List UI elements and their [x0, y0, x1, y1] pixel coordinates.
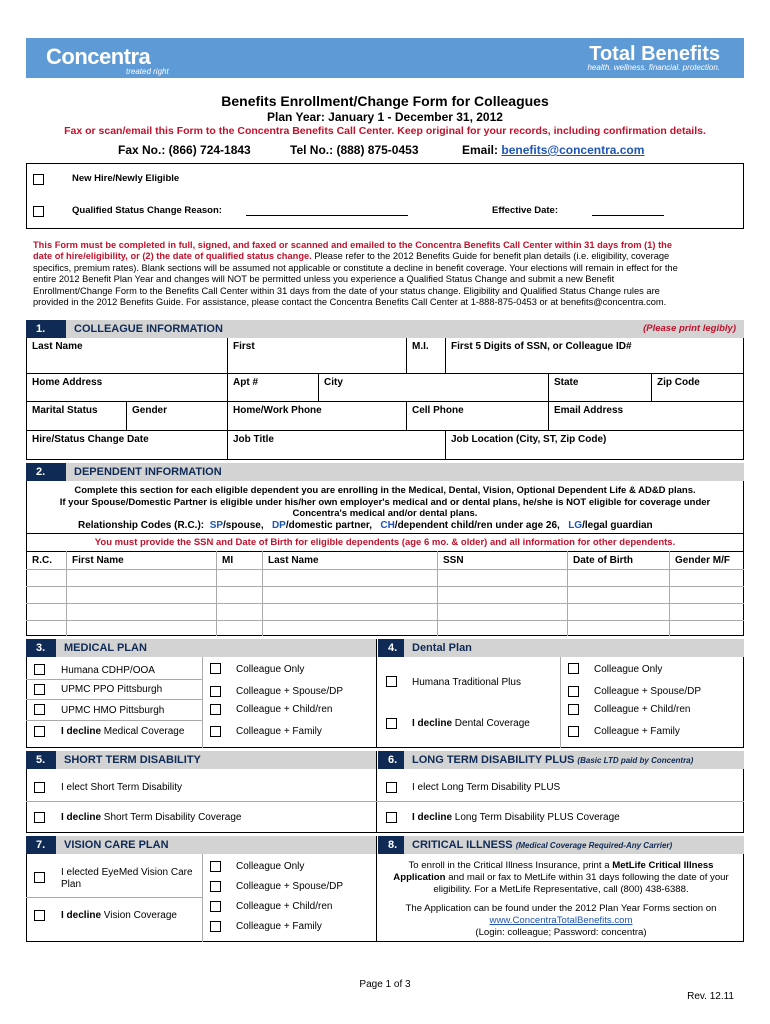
- gender-label: Gender: [132, 405, 168, 416]
- page-number: Page 1 of 3: [359, 979, 411, 990]
- grid-line: [262, 551, 263, 636]
- plan-upmc-ppo: UPMC PPO Pittsburgh: [61, 684, 163, 695]
- notice-line-2: [33, 251, 739, 262]
- vision-children-checkbox[interactable]: [210, 901, 221, 912]
- new-hire-checkbox[interactable]: [33, 174, 44, 185]
- col-rc: R.C.: [32, 555, 52, 566]
- elect-ltd-label: I elect Long Term Disability PLUS: [412, 782, 561, 793]
- grid-line: [437, 551, 438, 636]
- col-last-name: Last Name: [268, 555, 319, 566]
- plan-upmc-hmo: UPMC HMO Pittsburgh: [61, 705, 165, 716]
- decline-medical-bold: I decline: [61, 726, 102, 737]
- new-hire-label: New Hire/Newly Eligible: [72, 173, 180, 184]
- medical-tier-colleague-only: Colleague Only: [236, 664, 305, 675]
- email-address-label: Email Address: [554, 405, 624, 416]
- section-1-title-text: COLLEAGUE INFORMATION: [74, 323, 223, 335]
- decline-std-label: [61, 812, 241, 823]
- section-6-subtitle: (Basic LTD paid by Concentra): [577, 756, 694, 765]
- fax-instruction: Fax or scan/email this Form to the Concentra Benefits Call Center. Keep original for your records, including confirmation details.: [64, 125, 706, 137]
- code-ch-desc: /dependent child/ren under age 26,: [394, 520, 560, 531]
- col-mi: MI: [222, 555, 234, 566]
- total-benefits-link[interactable]: www.ConcentraTotalBenefits.com: [489, 915, 633, 926]
- section-4-number: 4.: [378, 639, 404, 657]
- grid-line: [26, 603, 744, 604]
- section-3-title: MEDICAL PLAN: [56, 639, 376, 657]
- ci-line-1: [378, 860, 744, 872]
- notice-line-3: specifics, premium rates). Blank sections will be assumed not applicable or constitute a decline in benefit coverage. Your elections will remain in effect for the: [33, 263, 678, 273]
- elect-std-label: I elect Short Term Disability: [61, 782, 182, 793]
- code-dp-desc: /domestic partner,: [285, 520, 372, 531]
- grid-line: [26, 620, 744, 621]
- vision-tier-colleague-only: Colleague Only: [236, 861, 305, 872]
- elect-vision-label: I elected EyeMed Vision Care Plan: [61, 867, 193, 890]
- decline-medical-rest: Medical Coverage: [101, 726, 185, 737]
- section-1-title: [66, 320, 744, 338]
- grid-line: [651, 373, 652, 401]
- ci-line-2: [378, 872, 744, 884]
- decline-ltd-bold: I decline: [412, 812, 453, 823]
- home-address-label: Home Address: [32, 377, 103, 388]
- decline-vision-label: [61, 910, 177, 921]
- decline-dental-checkbox[interactable]: [386, 718, 397, 729]
- grid-line: [560, 657, 561, 748]
- notice-line-2-rest: Please refer to the 2012 Benefits Guide for benefit plan details (i.e. eligibility, coverage: [311, 251, 670, 261]
- dependent-intro-1: Complete this section for each eligible dependent you are enrolling in the Medical, Dental, Vision, Optional Dependent Life & AD&D plans.: [74, 485, 696, 496]
- plan-humana-cdhp: Humana CDHP/OOA: [61, 665, 155, 676]
- grid-line: [26, 533, 744, 534]
- vision-tier-children: Colleague + Child/ren: [236, 901, 333, 912]
- first-name-label: First: [233, 341, 255, 352]
- decline-std-checkbox[interactable]: [34, 812, 45, 823]
- last-name-label: Last Name: [32, 341, 83, 352]
- decline-vision-rest: Vision Coverage: [101, 910, 177, 921]
- state-label: State: [554, 377, 579, 388]
- decline-medical-checkbox[interactable]: [34, 726, 45, 737]
- reason-field[interactable]: [246, 215, 408, 216]
- dental-spouse-checkbox[interactable]: [568, 686, 579, 697]
- dental-children-checkbox[interactable]: [568, 704, 579, 715]
- qualified-status-label: Qualified Status Change Reason:: [72, 205, 222, 216]
- grid-line: [26, 569, 744, 570]
- effective-date-field[interactable]: [592, 215, 664, 216]
- section-6-title-text: LONG TERM DISABILITY PLUS: [412, 754, 575, 766]
- decline-dental-rest: Dental Coverage: [452, 718, 530, 729]
- dental-family-checkbox[interactable]: [568, 726, 579, 737]
- grid-line: [376, 751, 377, 833]
- section-2-number: 2.: [26, 463, 66, 481]
- code-sp-desc: /spouse,: [223, 520, 264, 531]
- medical-tier-children: Colleague + Child/ren: [236, 704, 333, 715]
- email-link[interactable]: benefits@concentra.com: [501, 143, 645, 157]
- marital-status-label: Marital Status: [32, 405, 98, 416]
- dependent-intro: [26, 485, 744, 520]
- section-4-title: Dental Plan: [404, 639, 744, 657]
- notice-line-4: entire 2012 Benefit Plan Year and changes will NOT be permitted unless you experience a Qualified Status Change and submit a new Benefit: [33, 274, 615, 284]
- grid-line: [406, 338, 407, 373]
- grid-line: [669, 551, 670, 636]
- col-ssn: SSN: [443, 555, 464, 566]
- code-lg-desc: /legal guardian: [582, 520, 653, 531]
- grid-line: [26, 897, 202, 898]
- col-dob: Date of Birth: [573, 555, 633, 566]
- email-contact: [462, 143, 644, 157]
- critical-illness-text: [378, 860, 744, 939]
- ci-text-3: eligibility. For a MetLife Representative, call (800) 438-6388.: [433, 884, 689, 895]
- section-8-number: 8.: [378, 836, 404, 854]
- section-6-number: 6.: [378, 751, 404, 769]
- ci-text-2: and mail or fax to MetLife within 31 days following the date of your: [448, 872, 729, 883]
- elect-vision-checkbox[interactable]: [34, 872, 45, 883]
- code-dp: DP: [271, 520, 286, 531]
- dependent-intro-2: If your Spouse/Domestic Partner is eligible under his/her own employer's medical and or dental plans, he/she is NOT eligible for coverage under: [59, 496, 711, 508]
- upmc-hmo-checkbox[interactable]: [34, 704, 45, 715]
- vision-family-checkbox[interactable]: [210, 921, 221, 932]
- concentra-tagline: treated right: [126, 67, 169, 76]
- ci-text-4: The Application can be found under the 2012 Plan Year Forms section on: [405, 903, 717, 914]
- grid-line: [567, 551, 568, 636]
- medical-tier-spouse: Colleague + Spouse/DP: [236, 686, 344, 697]
- grid-line: [26, 401, 744, 402]
- grid-line: [26, 586, 744, 587]
- dependent-warning: You must provide the SSN and Date of Birth for eligible dependents (age 6 mo. & older) and all information for other dependents.: [94, 537, 676, 548]
- col-gender: Gender M/F: [675, 555, 731, 566]
- notice-line-2-red: date of hire/eligibility, or (2) the date of qualified status change.: [33, 251, 312, 261]
- job-title-label: Job Title: [233, 434, 274, 445]
- code-lg: LG: [568, 520, 583, 531]
- grid-line: [445, 430, 446, 460]
- print-legibly-note: (Please print legibly): [643, 323, 736, 334]
- medical-children-checkbox[interactable]: [210, 704, 221, 715]
- vision-spouse-checkbox[interactable]: [210, 881, 221, 892]
- vision-tier-family: Colleague + Family: [236, 921, 322, 932]
- dental-colleague-only-checkbox[interactable]: [568, 663, 579, 674]
- elect-ltd-checkbox[interactable]: [386, 782, 397, 793]
- total-benefits-logo: Total Benefits: [589, 43, 720, 65]
- section-1-number: 1.: [26, 320, 66, 338]
- grid-line: [202, 657, 203, 748]
- grid-line: [216, 551, 217, 636]
- decline-vision-checkbox[interactable]: [34, 910, 45, 921]
- ssn-label: First 5 Digits of SSN, or Colleague ID#: [451, 341, 632, 352]
- decline-ltd-label: [412, 812, 620, 823]
- code-ch: CH: [380, 520, 395, 531]
- concentra-logo: Concentra: [46, 44, 151, 69]
- decline-medical-label: [61, 726, 184, 737]
- medical-spouse-checkbox[interactable]: [210, 686, 221, 697]
- notice-line-6: provided in the 2012 Benefits Guide. For assistance, please contact the Concentra Benefits Call Center at 1-888-875-0453 or at benefits@concentra.com.: [33, 297, 667, 307]
- grid-line: [202, 854, 203, 942]
- col-first-name: First Name: [72, 555, 124, 566]
- section-7-number: 7.: [26, 836, 56, 854]
- email-label: Email:: [462, 143, 499, 157]
- elect-std-checkbox[interactable]: [34, 782, 45, 793]
- codes-label: Relationship Codes (R.C.):: [78, 520, 205, 531]
- grid-line: [318, 373, 319, 401]
- grid-line: [26, 801, 744, 802]
- qualified-status-checkbox[interactable]: [33, 206, 44, 217]
- section-2-title: DEPENDENT INFORMATION: [66, 463, 744, 481]
- decline-dental-bold: I decline: [412, 718, 453, 729]
- dental-tier-colleague-only: Colleague Only: [594, 664, 663, 675]
- dental-tier-family: Colleague + Family: [594, 726, 680, 737]
- ci-text-1-bold: MetLife Critical Illness: [612, 860, 714, 871]
- section-8-title: [404, 836, 744, 854]
- medical-family-checkbox[interactable]: [210, 726, 221, 737]
- home-phone-label: Home/Work Phone: [233, 405, 322, 416]
- cell-phone-label: Cell Phone: [412, 405, 464, 416]
- grid-line: [26, 373, 744, 374]
- section-5-title: SHORT TERM DISABILITY: [56, 751, 376, 769]
- grid-line: [376, 639, 377, 748]
- grid-line: [26, 679, 202, 680]
- decline-ltd-rest: Long Term Disability PLUS Coverage: [452, 812, 620, 823]
- section-6-title: [404, 751, 744, 769]
- plan-year: Plan Year: January 1 - December 31, 2012: [267, 110, 503, 124]
- ci-text-2-bold: Application: [393, 872, 446, 883]
- relationship-codes: [78, 520, 653, 531]
- dental-plan-humana: Humana Traditional Plus: [412, 677, 521, 688]
- section-3-number: 3.: [26, 639, 56, 657]
- hire-date-label: Hire/Status Change Date: [32, 434, 149, 445]
- grid-line: [126, 401, 127, 430]
- decline-std-bold: I decline: [61, 812, 102, 823]
- grid-line: [445, 338, 446, 373]
- grid-line: [406, 401, 407, 430]
- revision: Rev. 12.11: [687, 991, 734, 1002]
- notice-line-1: This Form must be completed in full, signed, and faxed or scanned and emailed to the Concentra Benefits Call Center within 31 days from (1) the: [33, 240, 673, 250]
- decline-std-rest: Short Term Disability Coverage: [101, 812, 242, 823]
- total-benefits-tagline: health. wellness. financial. protection.: [587, 63, 720, 72]
- section-7-title: VISION CARE PLAN: [56, 836, 376, 854]
- medical-tier-family: Colleague + Family: [236, 726, 322, 737]
- notice-line-5: Enrollment/Change Form to the Benefits Call Center within 31 days from the date of your status change. Eligibility and Qualified Status Change rules are: [33, 286, 660, 296]
- grid-line: [26, 551, 744, 552]
- job-location-label: Job Location (City, ST, Zip Code): [451, 434, 607, 445]
- code-sp: SP: [209, 520, 224, 531]
- decline-ltd-checkbox[interactable]: [386, 812, 397, 823]
- grid-line: [548, 373, 549, 430]
- mi-label: M.I.: [412, 341, 429, 352]
- apt-label: Apt #: [233, 377, 258, 388]
- dependent-intro-3: Concentra's medical and/or dental plans.: [292, 508, 478, 519]
- grid-line: [26, 720, 202, 721]
- effective-date-label: Effective Date:: [492, 205, 558, 216]
- grid-line: [227, 338, 228, 460]
- humana-cdhp-checkbox[interactable]: [34, 664, 45, 675]
- vision-tier-spouse: Colleague + Spouse/DP: [236, 881, 344, 892]
- grid-line: [66, 551, 67, 636]
- section-8-subtitle: (Medical Coverage Required-Any Carrier): [515, 841, 673, 850]
- zip-label: Zip Code: [657, 377, 700, 388]
- grid-line: [376, 836, 377, 942]
- tel-number: Tel No.: (888) 875-0453: [290, 143, 419, 157]
- medical-colleague-only-checkbox[interactable]: [210, 663, 221, 674]
- form-title: Benefits Enrollment/Change Form for Colleagues: [221, 93, 549, 109]
- dental-tier-children: Colleague + Child/ren: [594, 704, 691, 715]
- decline-vision-bold: I decline: [61, 910, 102, 921]
- ci-login: (Login: colleague; Password: concentra): [475, 927, 647, 938]
- upmc-ppo-checkbox[interactable]: [34, 684, 45, 695]
- city-label: City: [324, 377, 343, 388]
- vision-colleague-only-checkbox[interactable]: [210, 861, 221, 872]
- fax-number: Fax No.: (866) 724-1843: [118, 143, 251, 157]
- humana-traditional-checkbox[interactable]: [386, 676, 397, 687]
- dental-tier-spouse: Colleague + Spouse/DP: [594, 686, 702, 697]
- section-8-title-text: CRITICAL ILLNESS: [412, 839, 513, 851]
- grid-line: [26, 430, 744, 431]
- grid-line: [26, 699, 202, 700]
- section-5-number: 5.: [26, 751, 56, 769]
- decline-dental-label: [412, 718, 530, 729]
- ci-text-1: To enroll in the Critical Illness Insurance, print a: [408, 860, 610, 871]
